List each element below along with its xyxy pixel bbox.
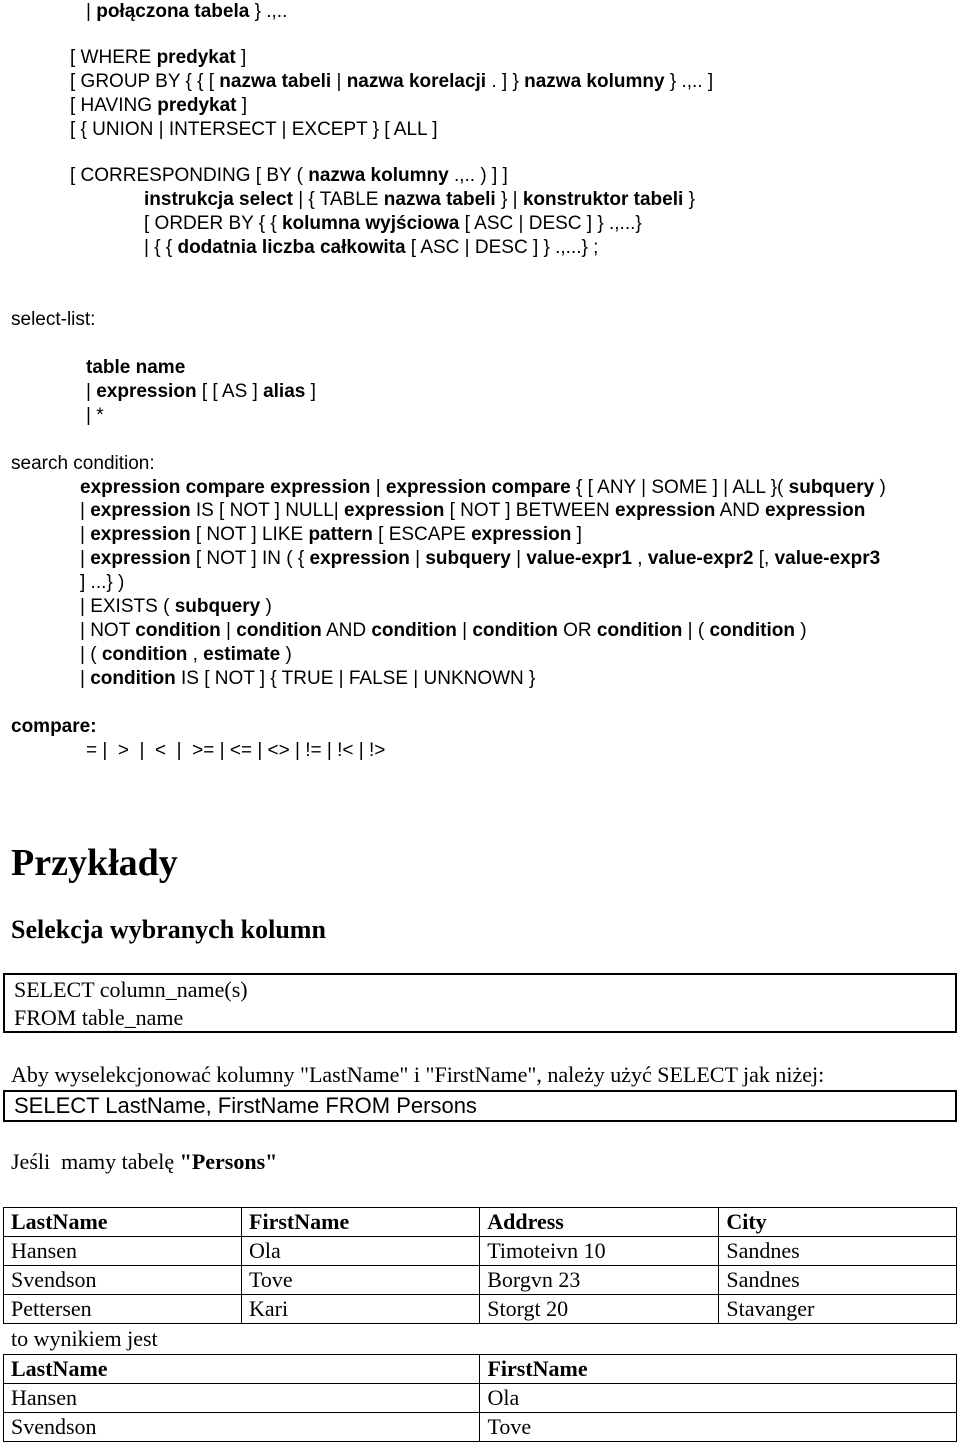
search-line [80,523,582,547]
syntax-term: condition [101,644,188,665]
syntax-term: expression [90,500,191,521]
table-row [4,1384,957,1413]
syntax-term: expression compare expression [80,477,371,498]
column-header: LastName [4,1355,480,1384]
syntax-token: | [80,500,91,521]
syntax-token: [ ORDER BY { { [144,213,282,234]
search-line [80,595,272,619]
select-list-line [86,380,316,404]
syntax-token: [ { UNION | INTERSECT | EXCEPT } [ ALL ] [70,119,438,140]
syntax-token: . ] } [486,71,525,92]
table-cell: Hansen [4,1384,480,1413]
table-cell: Borgvn 23 [480,1266,719,1295]
syntax-term: expression compare [385,477,571,498]
search-line [80,476,886,500]
syntax-token: { [ ANY | SOME ] | ALL }( [570,477,789,498]
syntax-term: table name [86,357,186,378]
syntax-term: value-expr3 [774,548,881,569]
syntax-token: | ( [80,644,102,665]
syntax-token: | [409,548,426,569]
table-cell: Timoteivn 10 [480,1237,719,1266]
syntax-token: } .,.. [249,1,288,22]
column-header: FirstName [242,1208,480,1237]
table-row [4,1295,957,1324]
syntax-term: condition [472,620,558,641]
syntax-token: | NOT [80,620,136,641]
syntax-token: AND [715,500,765,521]
select-list-line [86,356,185,380]
syntax-line [70,46,246,70]
table-row [4,1266,957,1295]
table-cell: Sandnes [719,1266,957,1295]
syntax-term: expression [309,548,410,569]
syntax-token: IS [ NOT ] { TRUE | FALSE | UNKNOWN } [175,668,536,689]
syntax-term: konstruktor tabeli [522,189,684,210]
syntax-term: condition [135,620,221,641]
syntax-token: } | [495,189,523,210]
syntax-term: nazwa korelacji [346,71,487,92]
syntax-token: ] [236,95,248,116]
syntax-term: nazwa kolumny [524,71,665,92]
search-line [80,571,124,595]
syntax-token: AND [321,620,372,641]
syntax-term: expression [615,500,716,521]
syntax-token: ] [571,524,582,545]
syntax-term: nazwa tabeli [383,189,496,210]
syntax-term: expression [344,500,445,521]
syntax-term: value-expr1 [526,548,632,569]
syntax-token: ] ...} ) [80,572,125,593]
column-header: FirstName [480,1355,957,1384]
syntax-term: predykat [157,95,237,116]
syntax-token: ) [260,596,272,617]
syntax-line [86,0,287,24]
search-line [80,643,292,667]
syntax-term: dodatnia liczba całkowita [177,237,406,258]
syntax-term: expression [90,524,191,545]
syntax-token: ) [794,620,807,641]
syntax-line [70,118,437,142]
table-cell: Ola [242,1237,480,1266]
syntax-line [144,212,642,236]
syntax-token: [, [753,548,775,569]
syntax-token: | ( [682,620,710,641]
table-cell: Tove [242,1266,480,1295]
syntax-token: | [220,620,237,641]
syntax-token: | [80,668,91,689]
table-cell: Tove [480,1413,957,1442]
table-intro-text: Jeśli mamy tabelę [11,1149,180,1174]
code-line: SELECT column_name(s) [14,977,248,1002]
syntax-token: | { { [144,237,178,258]
syntax-token: | [80,524,91,545]
syntax-token: | [86,381,97,402]
syntax-token: } [683,189,695,210]
table-cell: Stavanger [719,1295,957,1324]
syntax-token: ) [280,644,292,665]
code-line: FROM table_name [14,1005,184,1030]
select-list-label: select-list: [11,309,96,330]
syntax-token: , [187,644,204,665]
table-cell: Svendson [4,1266,242,1295]
search-line [80,499,865,523]
syntax-line [144,188,695,212]
syntax-token: OR [557,620,597,641]
syntax-term: połączona tabela [96,1,250,22]
syntax-term: estimate [203,644,281,665]
search-line [80,619,807,643]
syntax-term: condition [90,668,176,689]
syntax-term: subquery [425,548,511,569]
table-header-row [4,1208,957,1237]
syntax-token: [ CORRESPONDING [ BY ( [70,165,309,186]
syntax-term: expression [96,381,197,402]
table-cell: Pettersen [4,1295,242,1324]
syntax-line [70,70,713,94]
syntax-term: expression [471,524,572,545]
syntax-token: | [80,548,91,569]
syntax-term: expression [764,500,866,521]
column-header: City [719,1208,957,1237]
compare-label: compare: [11,716,97,737]
syntax-token: [ ASC | DESC ] } .,...} ; [405,237,599,258]
syntax-term: nazwa tabeli [219,71,332,92]
syntax-term: value-expr2 [647,548,754,569]
syntax-token: | { TABLE [292,189,384,210]
syntax-token: | * [86,405,104,426]
syntax-term: condition [371,620,457,641]
syntax-token: [ HAVING [70,95,158,116]
syntax-token: | [331,71,347,92]
table-cell: Ola [480,1384,957,1413]
syntax-token: ] [235,47,247,68]
syntax-token: [ NOT ] IN ( { [190,548,310,569]
syntax-token: [ NOT ] LIKE [190,524,309,545]
syntax-term: condition [596,620,683,641]
result-table [3,1354,957,1442]
syntax-token: } .,.. ] [664,71,714,92]
syntax-line [70,164,508,188]
section-heading: Selekcja wybranych kolumn [11,915,326,944]
select-list-line [86,404,104,428]
table-row [4,1413,957,1442]
syntax-token: IS [ NOT ] NULL| [190,500,345,521]
syntax-token: [ ASC | DESC ] } .,...} [459,213,642,234]
syntax-term: subquery [788,477,875,498]
search-line [80,667,535,691]
result-label: to wynikiem jest [11,1326,158,1351]
syntax-term: predykat [156,47,236,68]
syntax-term: pattern [308,524,373,545]
syntax-term: condition [236,620,322,641]
syntax-term: nazwa kolumny [308,165,449,186]
column-header: Address [480,1208,719,1237]
table-cell: Hansen [4,1237,242,1266]
table-cell: Kari [242,1295,480,1324]
query-box: SELECT LastName, FirstName FROM Persons [3,1090,957,1122]
syntax-token: ] [305,381,316,402]
syntax-term: alias [263,381,306,402]
table-cell: Storgt 20 [480,1295,719,1324]
table-cell: Sandnes [719,1237,957,1266]
page-title: Przykłady [11,842,178,884]
syntax-token: [ ESCAPE [372,524,472,545]
syntax-token: [ GROUP BY { { [ [70,71,220,92]
syntax-token: | [510,548,527,569]
syntax-code-box [3,973,957,1033]
instruction-paragraph: Aby wyselekcjonować kolumny "LastName" i "FirstName", należy użyć SELECT jak niżej: [11,1062,825,1087]
syntax-token: [ [ AS ] [196,381,264,402]
syntax-token: [ NOT ] BETWEEN [444,500,616,521]
column-header: LastName [4,1208,242,1237]
syntax-token: .,.. ) ] ] [448,165,508,186]
syntax-line [144,236,598,260]
table-intro-name: "Persons" [179,1149,278,1174]
syntax-token: ) [874,477,886,498]
syntax-token: | [370,477,386,498]
syntax-term: kolumna wyjściowa [281,213,460,234]
syntax-term: expression [90,548,191,569]
compare-operators: = | > | < | >= | <= | <> | != | !< | !> [86,740,386,761]
syntax-token: | [86,1,97,22]
syntax-token: [ WHERE [70,47,157,68]
persons-table [3,1207,957,1324]
search-line [80,547,880,571]
table-row [4,1237,957,1266]
syntax-token: | [456,620,473,641]
syntax-line [70,94,247,118]
syntax-token: , [631,548,648,569]
search-condition-label: search condition: [11,453,155,474]
table-intro [11,1148,277,1176]
syntax-token: | EXISTS ( [80,596,175,617]
syntax-term: subquery [174,596,261,617]
syntax-term: condition [709,620,795,641]
table-header-row [4,1355,957,1384]
table-cell: Svendson [4,1413,480,1442]
syntax-term: instrukcja select [144,189,293,210]
